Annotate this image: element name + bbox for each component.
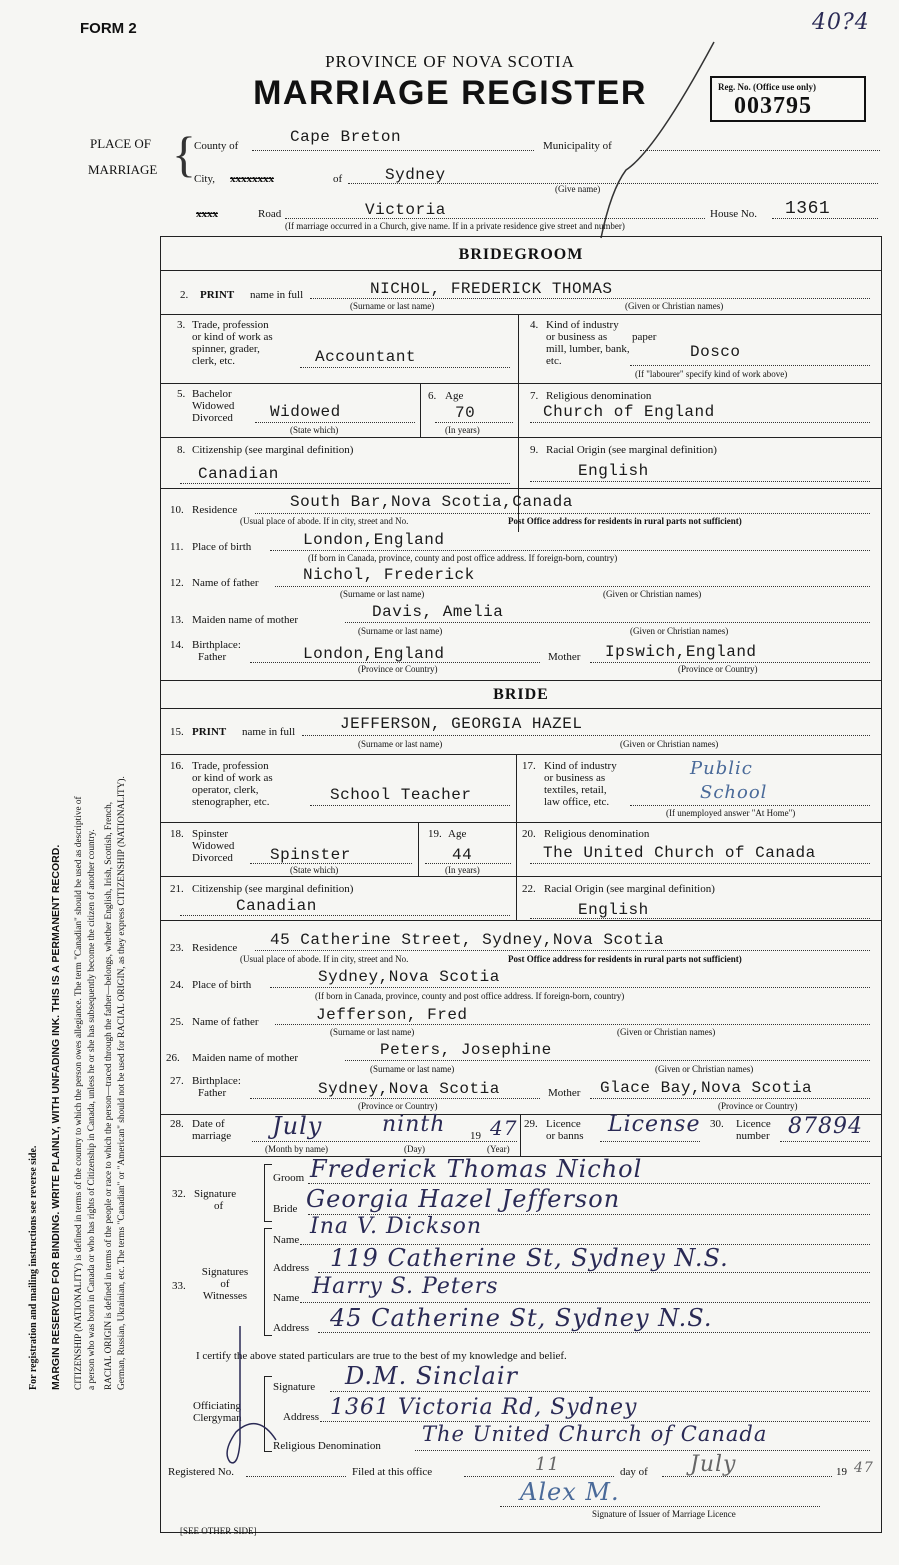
groom-father: Nichol, Frederick: [303, 566, 475, 584]
g6-num: 6.: [428, 390, 437, 402]
b27-num: 27.: [170, 1075, 184, 1087]
g13-num: 13.: [170, 614, 184, 626]
g4-ind-5: etc.: [546, 355, 562, 367]
groom-mother-birthplace: Ipswich,England: [605, 643, 757, 661]
g4-note: (If "labourer" specify kind of work above): [635, 369, 788, 379]
b18-1: Spinster: [192, 828, 229, 840]
g11-num: 11.: [170, 541, 184, 553]
bride-signature: Georgia Hazel Jefferson: [306, 1185, 621, 1213]
margin-line-2: MARGIN RESERVED FOR BINDING. WRITE PLAINLY, WITH UNFADING INK. THIS IS A PERMANENT RECORD.: [50, 844, 62, 1390]
street-prefix: xxxx: [196, 208, 218, 220]
b17-3: textiles, retail,: [544, 784, 607, 796]
ink-flourish: [218, 1322, 278, 1472]
b16-4: stenographer, etc.: [192, 796, 270, 808]
clergy-1: Officiating: [193, 1400, 242, 1412]
bride-racial: English: [578, 901, 649, 919]
g2-surname: (Surname or last name): [350, 301, 435, 311]
house-value: 1361: [785, 199, 831, 219]
b18-3: Divorced: [192, 852, 233, 864]
g7-label: Religious denomination: [546, 390, 652, 402]
bride-father-birthplace: Sydney,Nova Scotia: [318, 1080, 500, 1098]
groom-age: 70: [455, 404, 476, 422]
filed-month: July: [690, 1452, 737, 1477]
g5-1: Bachelor: [192, 388, 232, 400]
margin-line-5: RACIAL ORIGIN is defined in terms of the people or race to which the person—traced through the father—belongs, whether English, Irish, Scottish, French,: [104, 801, 114, 1390]
b27-label: Birthplace:: [192, 1075, 241, 1087]
s32-groom: Groom: [273, 1172, 305, 1184]
g9-label: Racial Origin (see marginal definition): [546, 444, 717, 456]
b23-num: 23.: [170, 942, 184, 954]
b26-label: Maiden name of mother: [192, 1052, 298, 1064]
registered-label: Registered No.: [168, 1466, 234, 1478]
place-note: (If marriage occurred in a Church, give name. If in a private residence give street and number): [285, 221, 625, 231]
margin-notes: [28, 230, 130, 1390]
b25-surname: (Surname or last name): [330, 1027, 415, 1037]
filed-year-prefix: 19: [836, 1466, 847, 1478]
m30-2: number: [736, 1130, 770, 1142]
b21-label: Citizenship (see marginal definition): [192, 883, 354, 895]
s32-bride: Bride: [273, 1203, 298, 1215]
b17-4: law office, etc.: [544, 796, 610, 808]
bride-status: Spinster: [270, 846, 351, 864]
s33-1: Signatures: [201, 1266, 249, 1278]
county-label: County of: [194, 140, 239, 152]
b16-3: operator, clerk,: [192, 784, 259, 796]
g14-num: 14.: [170, 639, 184, 651]
bride-mother-birthplace: Glace Bay,Nova Scotia: [600, 1079, 813, 1097]
b18-2: Widowed: [192, 840, 235, 852]
b18-num: 18.: [170, 828, 184, 840]
g4-ind-1: Kind of industry: [546, 319, 619, 331]
place-of-label: PLACE OF: [90, 136, 152, 151]
city-of: of: [333, 173, 343, 185]
witness-2-name: Harry S. Peters: [312, 1274, 499, 1299]
s32-num: 32.: [172, 1188, 186, 1200]
g11-note: (If born in Canada, province, county and post office address. If foreign-born, country): [308, 553, 618, 563]
b27-pc1: (Province or Country): [358, 1101, 438, 1111]
marriage-day: ninth: [382, 1112, 446, 1137]
groom-residence: South Bar,Nova Scotia,Canada: [290, 493, 573, 511]
g10-num: 10.: [170, 504, 184, 516]
g14-pc2: (Province or Country): [678, 664, 758, 674]
marriage-month: July: [272, 1112, 323, 1140]
g14-label: Birthplace:: [192, 639, 241, 651]
s32-1: Signature: [194, 1188, 237, 1200]
reg-label: Reg. No. (Office use only): [718, 82, 816, 92]
g13-surname: (Surname or last name): [358, 626, 443, 636]
g6-years: (In years): [445, 425, 480, 435]
b23-note-bold: Post Office address for residents in rural parts not sufficient): [508, 954, 742, 964]
m30-num: 30.: [710, 1118, 724, 1130]
licence-number: 87894: [788, 1114, 863, 1139]
g6-label: Age: [445, 390, 464, 402]
b19-num: 19.: [428, 828, 442, 840]
ink-stroke: [596, 40, 716, 240]
g5-2: Widowed: [192, 400, 235, 412]
m29-1: Licence: [546, 1118, 581, 1130]
b24-label: Place of birth: [192, 979, 252, 991]
bride-age: 44: [452, 846, 473, 864]
clergy-signature: D.M. Sinclair: [345, 1362, 518, 1390]
g3-trade-3: spinner, grader,: [192, 343, 260, 355]
clergy-denom-label: Religious Denomination: [273, 1440, 381, 1452]
g14-pc1: (Province or Country): [358, 664, 438, 674]
b25-num: 25.: [170, 1016, 184, 1028]
groom-status: Widowed: [270, 403, 341, 421]
b15-label: name in full: [242, 726, 296, 738]
b15-num: 15.: [170, 726, 184, 738]
m30-1: Licence: [736, 1118, 771, 1130]
street-value: Victoria: [365, 201, 446, 219]
groom-religion: Church of England: [543, 403, 715, 421]
m29-2: or banns: [546, 1130, 584, 1142]
groom-name: NICHOL, FREDERICK THOMAS: [370, 280, 613, 298]
g13-label: Maiden name of mother: [192, 614, 298, 626]
g5-3: Divorced: [192, 412, 233, 424]
g12-num: 12.: [170, 577, 184, 589]
filed-day: 11: [535, 1454, 560, 1475]
margin-line-6: German, Russian, Ukrainian, etc. The terms "Canadian" or "American" should not be used for RACIAL ORIGIN, as they express CITIZENSHIP (NATIONALITY).: [117, 776, 127, 1390]
b20-label: Religious denomination: [544, 828, 650, 840]
marriage-label: MARRIAGE: [88, 162, 158, 177]
groom-trade: Accountant: [315, 348, 417, 366]
issuer-label: Signature of Issuer of Marriage Licence: [592, 1509, 736, 1519]
b26-given: (Given or Christian names): [655, 1064, 754, 1074]
g3-num: 3.: [177, 319, 186, 331]
b22-label: Racial Origin (see marginal definition): [544, 883, 715, 895]
b20-num: 20.: [522, 828, 536, 840]
b21-num: 21.: [170, 883, 184, 895]
b17-2: or business as: [544, 772, 606, 784]
w2-name-label: Name: [273, 1292, 300, 1304]
b17-num: 17.: [522, 760, 536, 772]
g4-num: 4.: [530, 319, 539, 331]
marriage-year: 47: [490, 1116, 518, 1140]
b25-label: Name of father: [192, 1016, 259, 1028]
certify-statement: I certify the above stated particulars are true to the best of my knowledge and belief.: [196, 1350, 567, 1362]
issuer-signature: Alex M.: [520, 1478, 620, 1506]
g13-given: (Given or Christian names): [630, 626, 729, 636]
m28-2: marriage: [192, 1130, 232, 1142]
m29-num: 29.: [524, 1118, 538, 1130]
g12-given: (Given or Christian names): [603, 589, 702, 599]
m28-day-label: (Day): [404, 1144, 425, 1154]
b26-num: 26.: [166, 1052, 180, 1064]
city-value: Sydney: [385, 166, 446, 184]
b27-mother: Mother: [548, 1087, 581, 1099]
clergy-denomination: The United Church of Canada: [422, 1422, 768, 1446]
w2-address-label: Address: [273, 1322, 310, 1334]
page-title: MARRIAGE REGISTER: [253, 74, 647, 112]
g12-label: Name of father: [192, 577, 259, 589]
groom-birth: London,England: [303, 531, 445, 549]
b23-note: (Usual place of abode. If in city, street and No.: [240, 954, 409, 964]
g7-num: 7.: [530, 390, 539, 402]
g3-trade-4: clerk, etc.: [192, 355, 236, 367]
bride-mother: Peters, Josephine: [380, 1041, 552, 1059]
municipality-label: Municipality of: [543, 140, 612, 152]
g14-father: Father: [198, 651, 227, 663]
m28-1: Date of: [192, 1118, 225, 1130]
see-other-side: [SEE OTHER SIDE]: [180, 1526, 257, 1536]
g3-trade-1: Trade, profession: [192, 319, 269, 331]
house-label: House No.: [710, 208, 758, 220]
place-brace: {: [172, 126, 196, 182]
give-name-note: (Give name): [555, 184, 601, 194]
margin-line-4: a person who was born in Canada or who has rights of Citizenship in Canada, unless he or she has subsequently become the citizen of another country.: [87, 829, 97, 1390]
witness-1-name: Ina V. Dickson: [310, 1214, 483, 1239]
g2-num: 2.: [180, 289, 189, 301]
b17-1: Kind of industry: [544, 760, 617, 772]
g12-surname: (Surname or last name): [340, 589, 425, 599]
groom-industry: Dosco: [690, 343, 741, 361]
g11-label: Place of birth: [192, 541, 252, 553]
clergy-address: 1361 Victoria Rd, Sydney: [330, 1395, 638, 1420]
g3-trade-2: or kind of work as: [192, 331, 273, 343]
g14-mother: Mother: [548, 651, 581, 663]
corner-note: 40?4: [812, 10, 870, 35]
g10-label: Residence: [192, 504, 238, 516]
form-number: FORM 2: [80, 20, 137, 37]
g4-ind-2: or business as: [546, 331, 608, 343]
clergy-sig-label: Signature: [273, 1381, 316, 1393]
groom-racial: English: [578, 462, 649, 480]
clergy-address-label: Address: [283, 1411, 320, 1423]
licence-type: License: [608, 1112, 701, 1137]
b25-given: (Given or Christian names): [617, 1027, 716, 1037]
g5-state: (State which): [290, 425, 339, 435]
b18-state: (State which): [290, 865, 339, 875]
groom-citizenship: Canadian: [198, 465, 279, 483]
g2-print: PRINT: [200, 289, 235, 301]
g2-label: name in full: [250, 289, 304, 301]
bride-birth: Sydney,Nova Scotia: [318, 968, 500, 986]
clergy-2: Clergyman: [193, 1412, 242, 1424]
w1-address-label: Address: [273, 1262, 310, 1274]
b15-given: (Given or Christian names): [620, 739, 719, 749]
b22-num: 22.: [522, 883, 536, 895]
b26-surname: (Surname or last name): [370, 1064, 455, 1074]
witness-1-address: 119 Catherine St, Sydney N.S.: [330, 1244, 729, 1272]
witness-2-address: 45 Catherine St, Sydney N.S.: [330, 1304, 713, 1332]
bridegroom-heading: BRIDEGROOM: [458, 246, 584, 263]
g4-ind-4: mill, lumber, bank,: [546, 343, 630, 355]
bride-name: JEFFERSON, GEORGIA HAZEL: [340, 715, 583, 733]
province-title: PROVINCE OF NOVA SCOTIA: [325, 52, 575, 71]
bride-industry-2: School: [700, 782, 768, 803]
g4-ind-3: paper: [632, 331, 657, 343]
s33-3: Witnesses: [202, 1290, 248, 1302]
city-struck: xxxxxxxx: [230, 173, 274, 185]
w1-name-label: Name: [273, 1234, 300, 1246]
b27-father: Father: [198, 1087, 227, 1099]
day-of-label: day of: [620, 1466, 648, 1478]
g9-num: 9.: [530, 444, 539, 456]
b19-years: (In years): [445, 865, 480, 875]
b16-num: 16.: [170, 760, 184, 772]
s33-num: 33.: [172, 1280, 186, 1292]
margin-line-3: CITIZENSHIP (NATIONALITY) is defined in terms of the country to which the person owes allegiance. The term "Canadian" should be used as descriptive of: [74, 796, 84, 1390]
bride-religion: The United Church of Canada: [543, 844, 816, 862]
b19-label: Age: [448, 828, 467, 840]
g8-label: Citizenship (see marginal definition): [192, 444, 354, 456]
b27-pc2: (Province or Country): [718, 1101, 798, 1111]
filed-label: Filed at this office: [352, 1466, 433, 1478]
b16-2: or kind of work as: [192, 772, 273, 784]
s33-2: of: [220, 1278, 230, 1290]
g10-note: (Usual place of abode. If in city, street and No.: [240, 516, 409, 526]
b24-note: (If born in Canada, province, county and post office address. If foreign-born, country): [315, 991, 625, 1001]
m28-month-label: (Month by name): [265, 1144, 328, 1154]
g2-given: (Given or Christian names): [625, 301, 724, 311]
city-label: City,: [194, 173, 215, 185]
g10-note-bold: Post Office address for residents in rural parts not sufficient): [508, 516, 742, 526]
b17-note: (If unemployed answer "At Home"): [666, 808, 796, 818]
s32-2: of: [214, 1200, 224, 1212]
county-value: Cape Breton: [290, 128, 402, 146]
b24-num: 24.: [170, 979, 184, 991]
bride-citizenship: Canadian: [236, 897, 317, 915]
b16-1: Trade, profession: [192, 760, 269, 772]
g5-num: 5.: [177, 388, 186, 400]
m28-year-label: (Year): [487, 1144, 510, 1154]
m28-year-prefix: 19: [470, 1130, 481, 1142]
b23-label: Residence: [192, 942, 238, 954]
b15-surname: (Surname or last name): [358, 739, 443, 749]
m28-num: 28.: [170, 1118, 184, 1130]
bride-father: Jefferson, Fred: [316, 1006, 468, 1024]
reg-number-box: [710, 76, 866, 122]
filed-year: 47: [854, 1460, 874, 1476]
b15-print: PRINT: [192, 726, 227, 738]
groom-father-birthplace: London,England: [303, 645, 445, 663]
bride-residence: 45 Catherine Street, Sydney,Nova Scotia: [270, 931, 664, 949]
g8-num: 8.: [177, 444, 186, 456]
groom-mother: Davis, Amelia: [372, 603, 504, 621]
groom-signature: Frederick Thomas Nichol: [310, 1155, 643, 1183]
reg-number: 003795: [734, 93, 812, 119]
road-label: Road: [258, 208, 282, 220]
bride-trade: School Teacher: [330, 786, 472, 804]
margin-line-1: For registration and mailing instructions see reverse side.: [28, 1145, 39, 1390]
bride-industry-1: Public: [690, 758, 753, 779]
bride-heading: BRIDE: [493, 686, 549, 703]
